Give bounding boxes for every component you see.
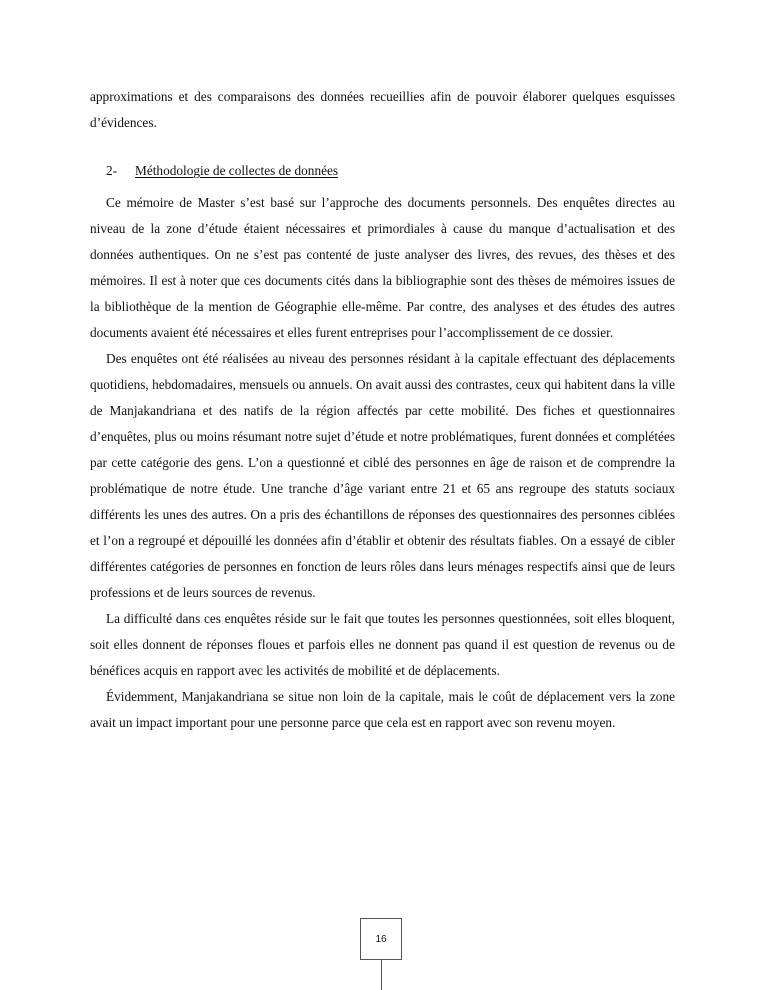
page-number-divider [381, 960, 382, 990]
paragraph-surveys: Des enquêtes ont été réalisées au niveau des personnes résidant à la capitale effectuant des déplacements quotidiens, hebdomadaires, mensuels ou annuels. On avait aussi des contrastes, ceux qui habitent dans la ville de Manjakandriana et des natifs de la région affectés par cette mobilité. Des fiches et questionnaires d’enquêtes, plus ou moins résumant notre sujet d’étude et notre problématiques, furent données et complétées par cette catégorie des gens. L’on a questionné et ciblé des personnes en âge de raison et de comprendre la problématique de notre étude. Une tranche d’âge variant entre 21 et 65 ans regroupe des statuts sociaux différents les unes des autres. On a pris des échantillons de réponses des questionnaires des personnes ciblées et l’on a regroupé et dépouillé les données afin d’établir et obtenir des résultats fiables. On a essayé de cibler différentes catégories de personnes en fonction de leurs rôles dans leurs ménages respectifs ainsi que de leurs professions et de leurs sources de revenus. [90, 351, 675, 600]
page-body [90, 84, 675, 736]
paragraph-travel-cost: Évidemment, Manjakandriana se situe non loin de la capitale, mais le coût de déplacement vers la zone avait un impact important pour une personne parce que cela est en rapport avec son revenu moyen. [90, 689, 675, 730]
section-number: 2- [106, 163, 118, 178]
intro-paragraph: approximations et des comparaisons des données recueillies afin de pouvoir élaborer quelques esquisses d’évidences. [90, 89, 675, 130]
section-heading [106, 158, 675, 184]
paragraph-difficulties: La difficulté dans ces enquêtes réside sur le fait que toutes les personnes questionnées, soit elles bloquent, soit elles donnent de réponses floues et parfois elles ne donnent pas quand il est question de revenus ou de bénéfices acquis en rapport avec les activités de mobilité et de déplacements. [90, 611, 675, 678]
paragraph-methodology: Ce mémoire de Master s’est basé sur l’approche des documents personnels. Des enquêtes directes au niveau de la zone d’étude étaient nécessaires et primordiales à cause du manque d’actualisation et des données authentiques. On ne s’est pas contenté de juste analyser des livres, des revues, des thèses et des mémoires. Il est à noter que ces documents cités dans la bibliographie sont des thèses de mémoires issues de la bibliothèque de la mention de Géographie elle-même. Par contre, des analyses et des études des autres documents avaient été nécessaires et elles furent entreprises pour l’accomplissement de ce dossier. [90, 195, 675, 340]
page-number: 16 [360, 918, 402, 960]
section-title: Méthodologie de collectes de données [135, 163, 339, 178]
